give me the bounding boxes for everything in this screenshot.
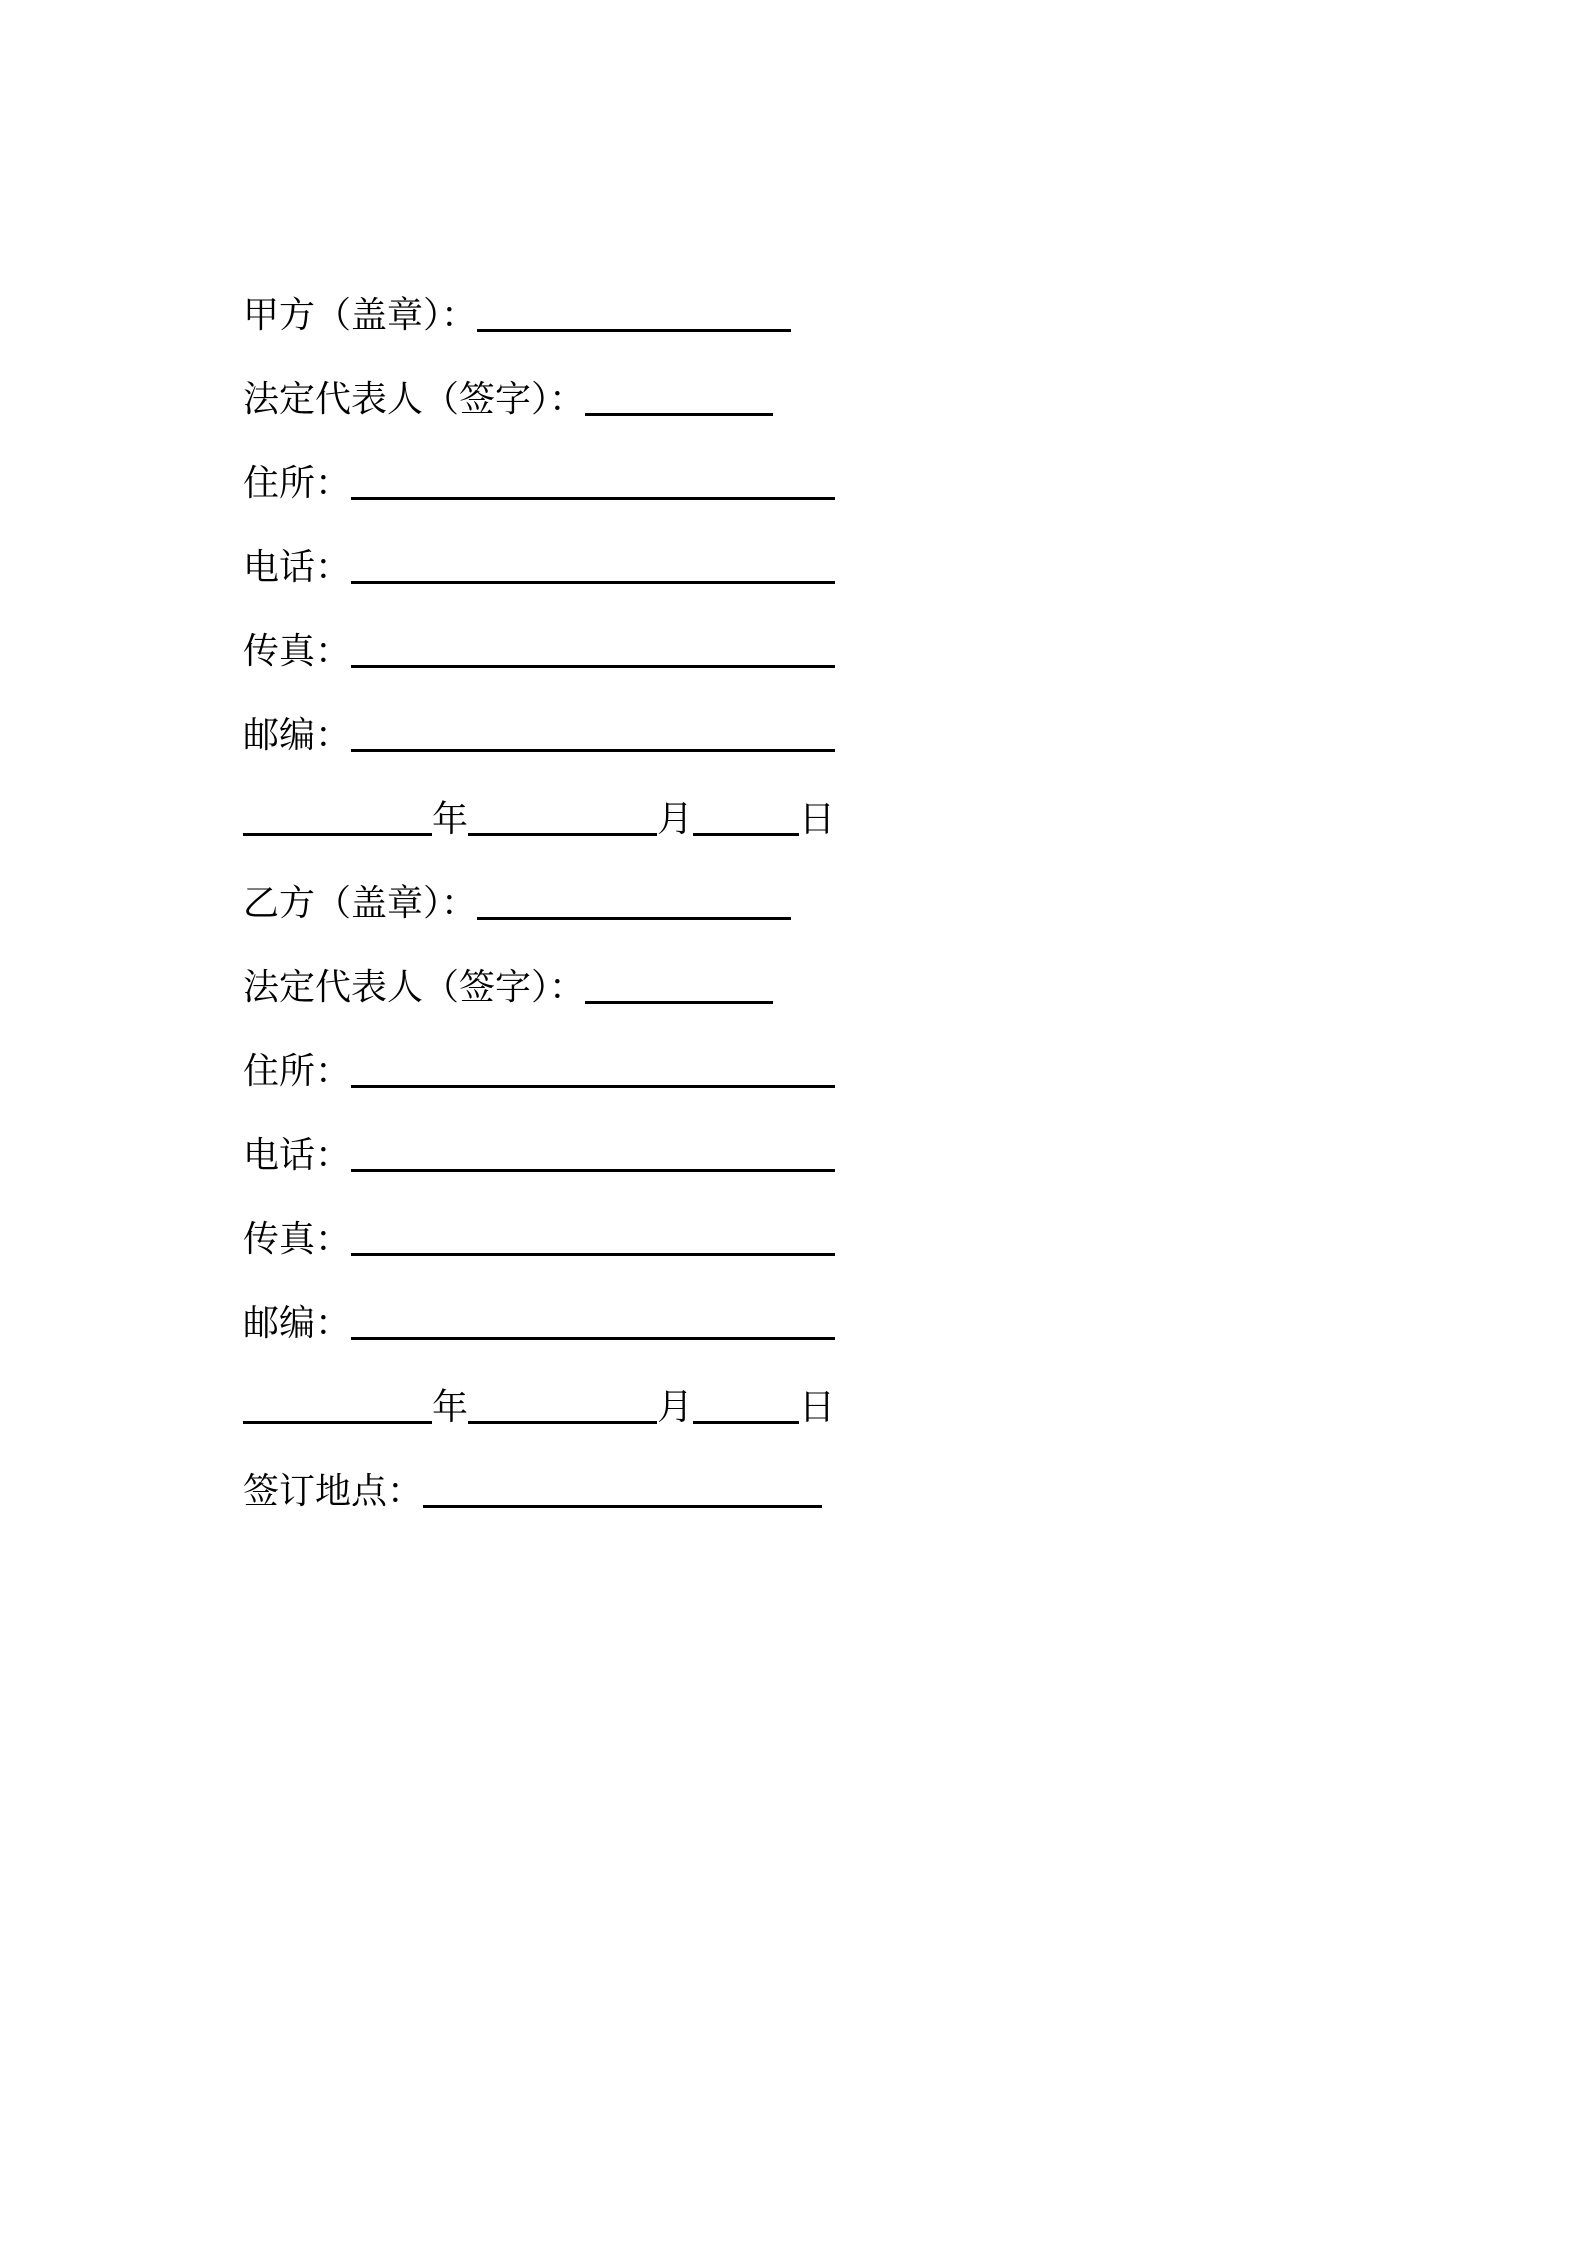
party-b-postcode-blank[interactable] [351,1307,835,1340]
party-b-fax-label: 传真： [243,1219,352,1260]
party-a-seal-label: 甲方（盖章）： [243,295,478,336]
party-a-postcode-label: 邮编： [243,715,352,756]
party-a-rep-line [243,334,1343,418]
party-a-address-line [243,418,1343,502]
party-a-postcode-line [243,670,1343,754]
party-b-seal-line [243,838,1343,922]
party-a-fax-line [243,586,1343,670]
party-b-postcode-label: 邮编： [243,1303,352,1344]
party-b-address-line [243,1006,1343,1090]
party-a-phone-label: 电话： [243,547,352,588]
party-b-year-label: 年 [432,1387,469,1428]
party-b-fax-line [243,1174,1343,1258]
party-a-postcode-blank[interactable] [351,719,835,752]
party-b-rep-blank[interactable] [585,971,773,1004]
party-a-phone-line [243,502,1343,586]
party-a-fax-blank[interactable] [351,635,835,668]
party-b-phone-label: 电话： [243,1135,352,1176]
party-b-day-blank[interactable] [693,1391,799,1424]
party-a-date-line [243,754,1343,838]
party-a-address-blank[interactable] [351,467,835,500]
party-b-month-label: 月 [657,1387,694,1428]
party-a-seal-blank[interactable] [477,299,791,332]
party-a-year-blank[interactable] [243,803,432,836]
signing-place-blank[interactable] [423,1475,822,1508]
party-a-year-label: 年 [432,799,469,840]
party-b-address-label: 住所： [243,1051,352,1092]
party-b-phone-blank[interactable] [351,1139,835,1172]
party-b-rep-label: 法定代表人（签字）： [243,967,586,1008]
signature-block [243,282,1343,1510]
party-a-rep-blank[interactable] [585,383,773,416]
party-b-month-blank[interactable] [468,1391,657,1424]
party-a-phone-blank[interactable] [351,551,835,584]
party-b-year-blank[interactable] [243,1391,432,1424]
signing-place-label: 签订地点： [243,1471,424,1512]
party-b-rep-line [243,922,1343,1006]
party-b-seal-blank[interactable] [477,887,791,920]
signing-place-line [243,1426,1343,1510]
party-b-phone-line [243,1090,1343,1174]
party-b-seal-label: 乙方（盖章）： [243,883,478,924]
party-a-month-label: 月 [657,799,694,840]
party-a-fax-label: 传真： [243,631,352,672]
party-b-day-label: 日 [799,1387,836,1428]
party-b-date-line [243,1342,1343,1426]
party-a-seal-line [243,282,1343,334]
party-b-postcode-line [243,1258,1343,1342]
party-a-month-blank[interactable] [468,803,657,836]
party-a-rep-label: 法定代表人（签字）： [243,379,586,420]
party-b-address-blank[interactable] [351,1055,835,1088]
party-a-day-blank[interactable] [693,803,799,836]
party-b-fax-blank[interactable] [351,1223,835,1256]
party-a-address-label: 住所： [243,463,352,504]
party-a-day-label: 日 [799,799,836,840]
